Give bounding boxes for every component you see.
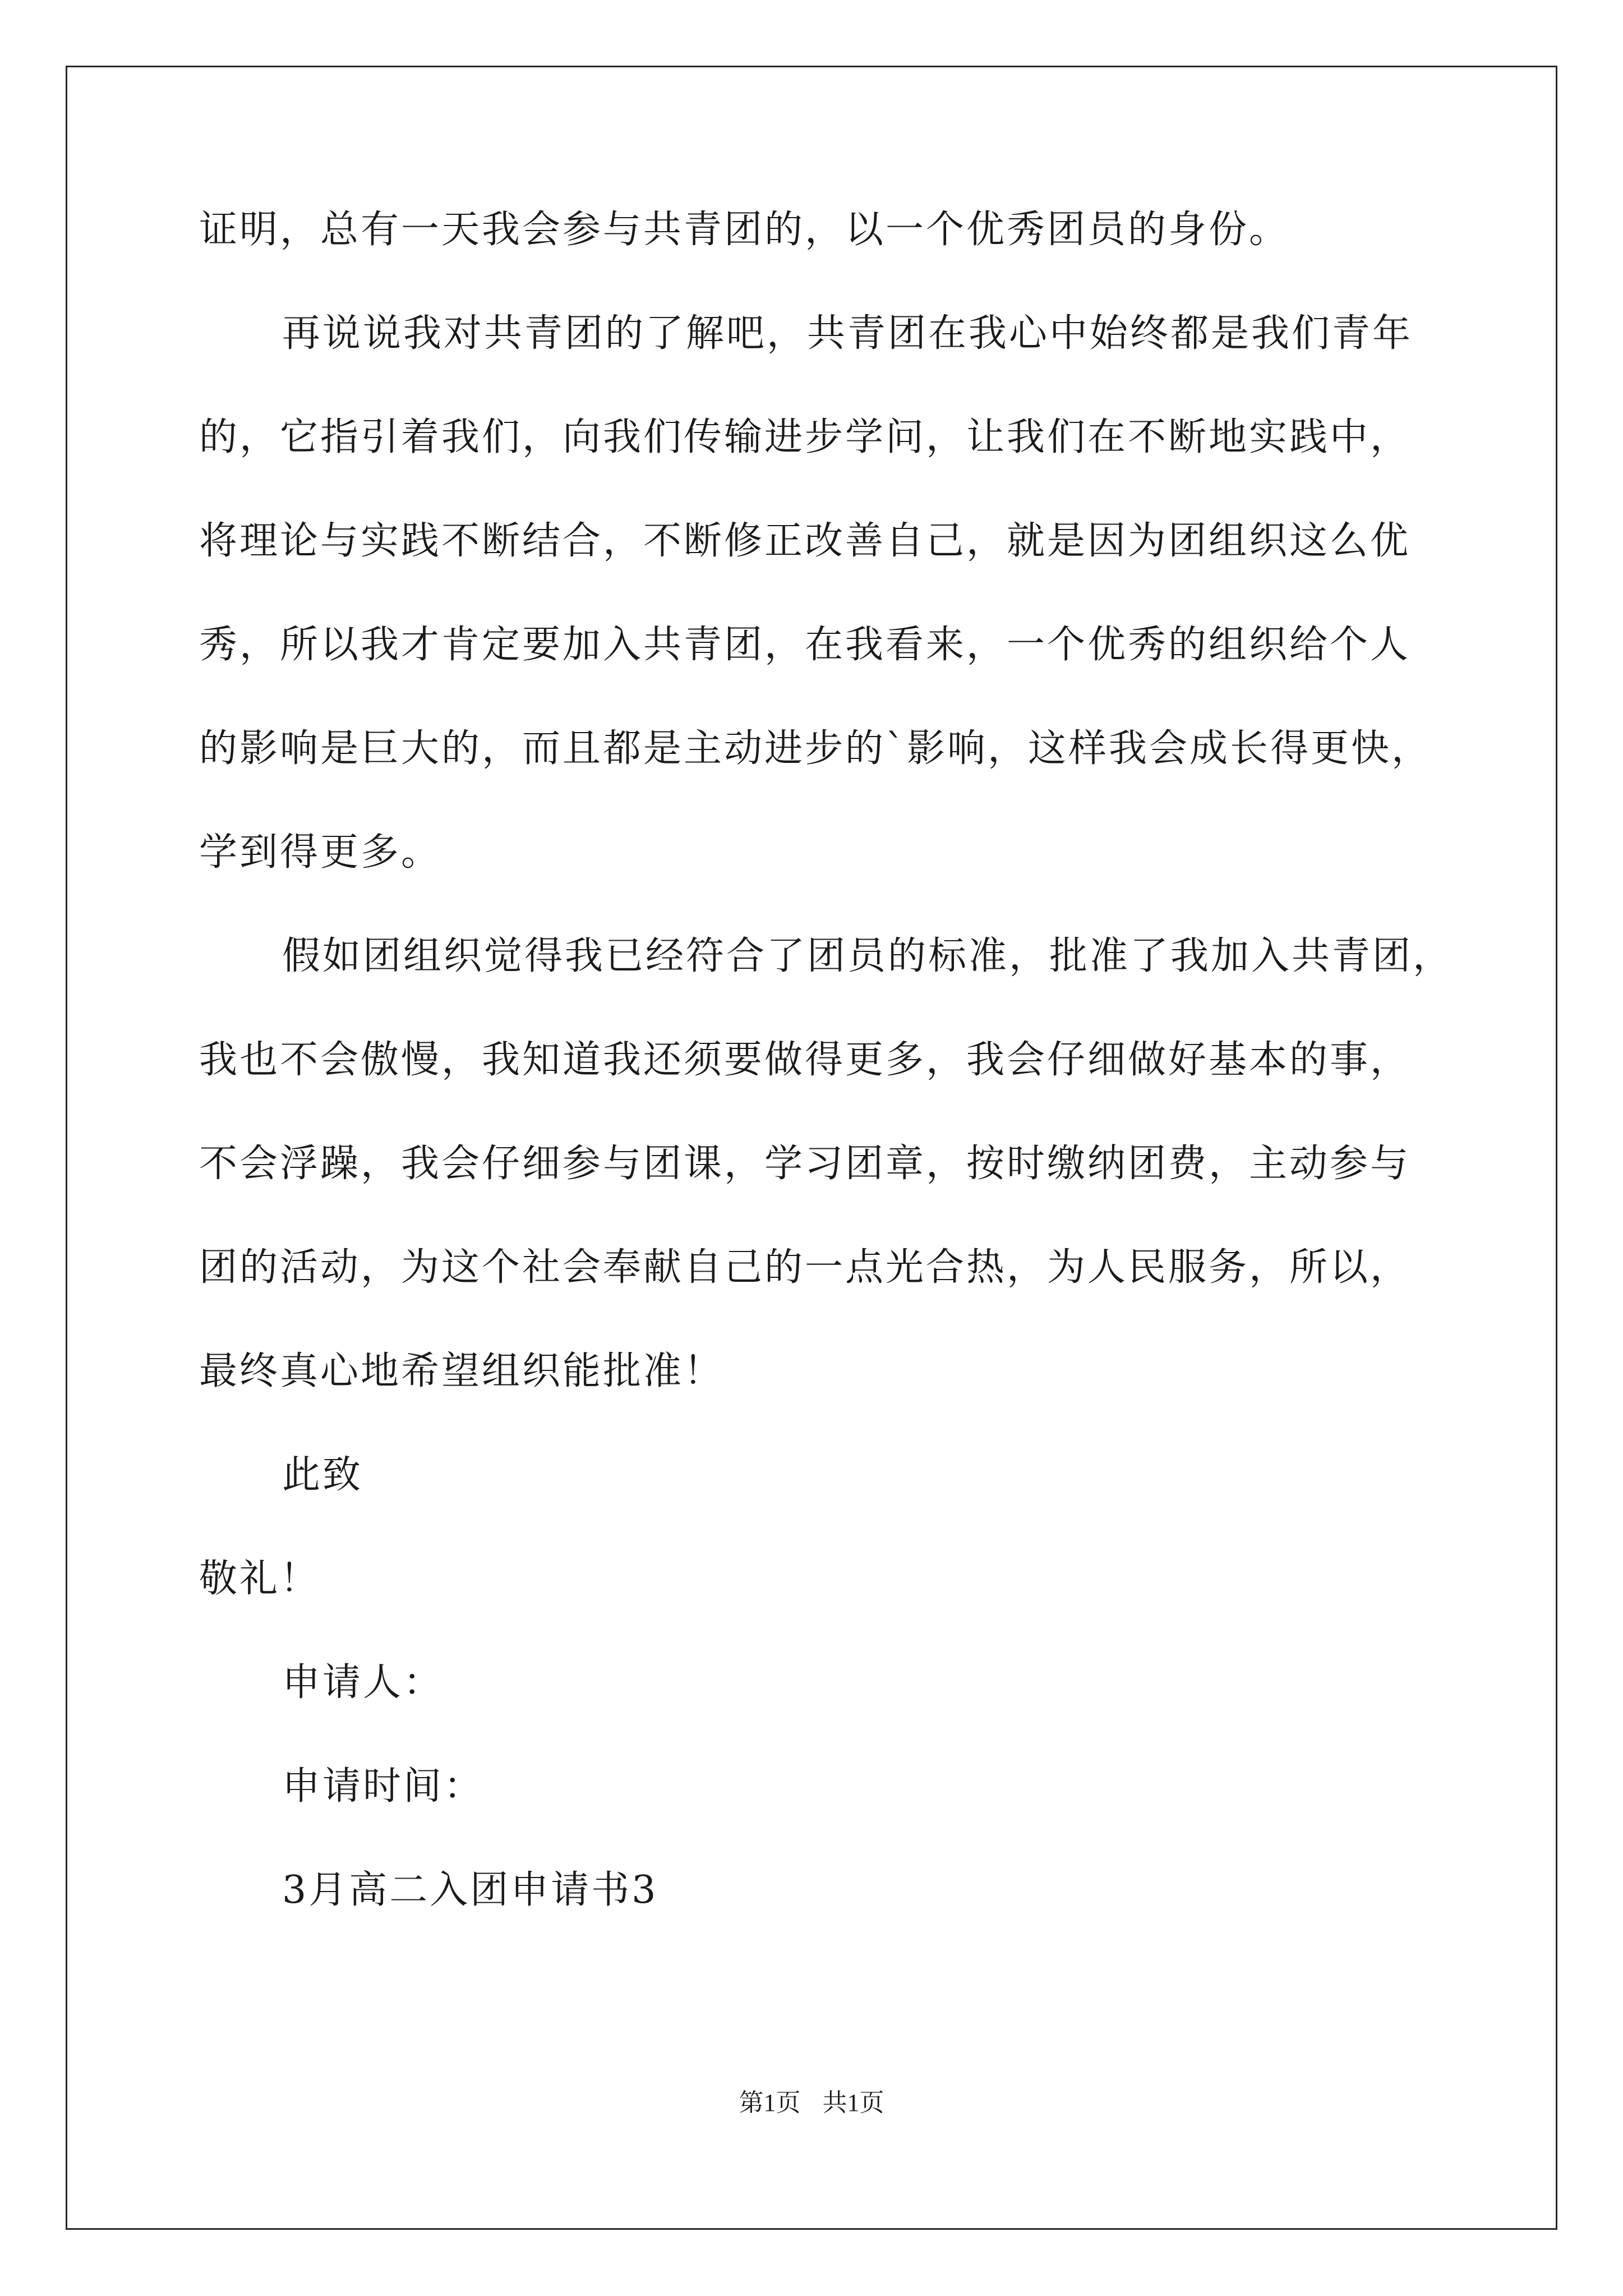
paragraph-start-line: 假如团组织觉得我已经符合了团员的标准，批准了我加入共青团， xyxy=(282,934,1454,978)
closing-salutation: 此致 xyxy=(282,1453,363,1497)
section-heading: 3月高二入团申请书3 xyxy=(282,1868,658,1912)
application-date-label: 申请时间： xyxy=(282,1764,485,1809)
text-line: 证明，总有一天我会参与共青团的，以一个优秀团员的身份。 xyxy=(199,208,1290,252)
text-line: 秀，所以我才肯定要加入共青团，在我看来，一个优秀的组织给个人 xyxy=(199,623,1411,667)
applicant-label: 申请人： xyxy=(282,1660,444,1705)
text-line: 的影响是巨大的，而且都是主动进步的`影响，这样我会成长得更快， xyxy=(199,726,1432,771)
text-line: 最终真心地希望组织能批准！ xyxy=(199,1349,725,1393)
text-line: 的，它指引着我们，向我们传输进步学问，让我们在不断地实践中， xyxy=(199,415,1411,459)
text-line: 将理论与实践不断结合，不断修正改善自己，就是因为团组织这么优 xyxy=(199,519,1411,563)
page-number-total: 共1页 xyxy=(822,2089,884,2116)
closing-regards: 敬礼！ xyxy=(199,1557,321,1601)
page-footer xyxy=(0,2082,1623,2118)
paragraph-start-line: 再说说我对共青团的了解吧，共青团在我心中始终都是我们青年 xyxy=(282,311,1413,356)
page-number-current: 第1页 xyxy=(739,2089,801,2116)
text-line: 团的活动，为这个社会奉献自己的一点光合热，为人民服务，所以， xyxy=(199,1245,1411,1290)
text-line: 不会浮躁，我会仔细参与团课，学习团章，按时缴纳团费，主动参与 xyxy=(199,1142,1411,1186)
text-line: 学到得更多。 xyxy=(199,830,442,875)
text-line: 我也不会傲慢，我知道我还须要做得更多，我会仔细做好基本的事， xyxy=(199,1038,1411,1082)
